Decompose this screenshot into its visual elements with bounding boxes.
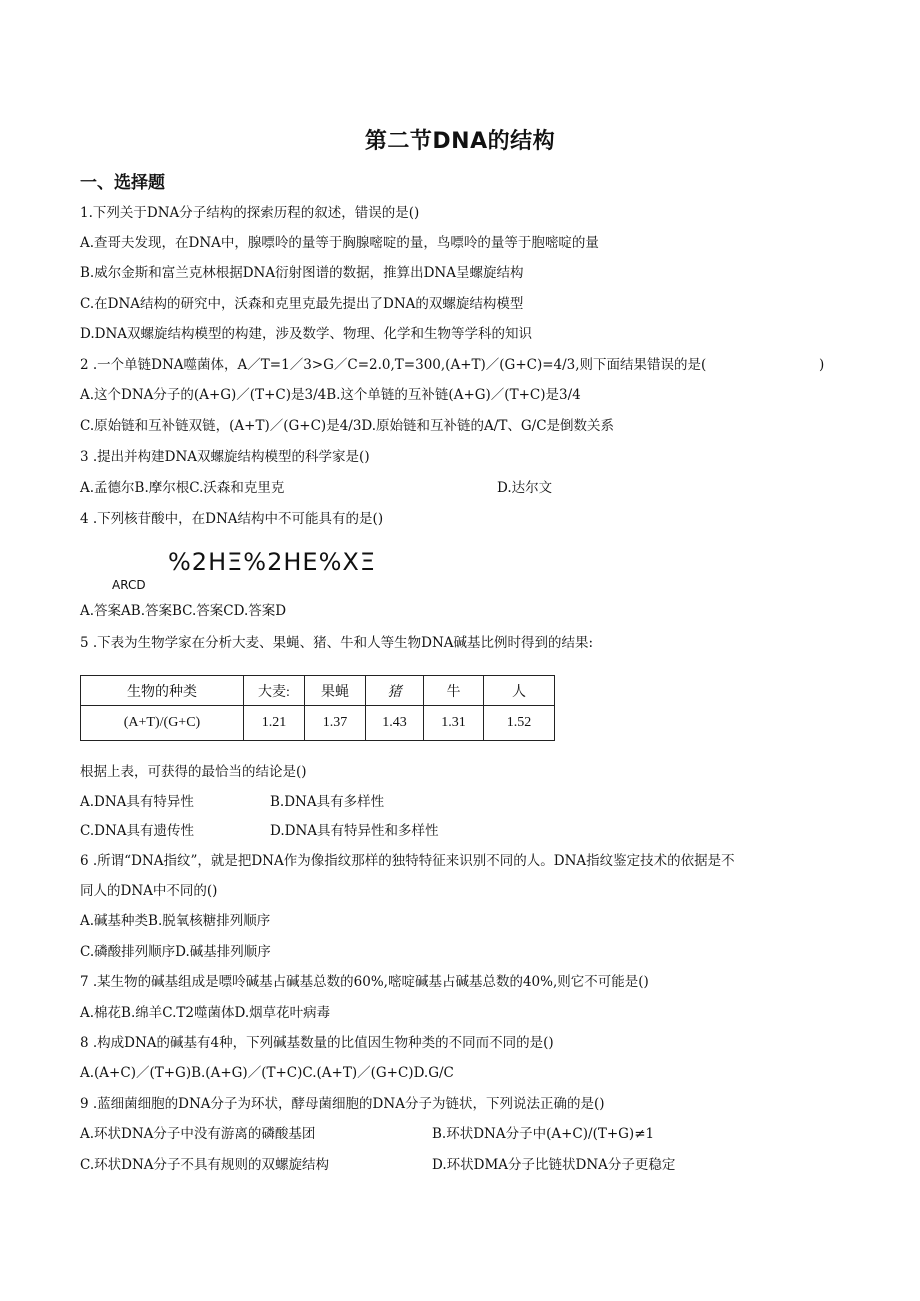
q7-options: A.棉花B.绵羊C.T2噬菌体D.烟草花叶病毒 — [80, 1005, 331, 1021]
q5-option-b: B.DNA具有多样性 — [270, 794, 385, 810]
q3-option-d: D.达尔文 — [497, 480, 553, 496]
table-header-cell: 牛 — [424, 676, 484, 706]
table-row — [81, 706, 555, 741]
q9-stem: 9 .蓝细菌细胞的DNA分子为环状，酵母菌细胞的DNA分子为链状，下列说法正确的是() — [80, 1096, 605, 1112]
table-cell: 1.21 — [244, 706, 305, 741]
q9-option-c: C.环状DNA分子不具有规则的双螺旋结构 — [80, 1157, 330, 1173]
q4-options: A.答案AB.答案BC.答案CD.答案D — [80, 603, 287, 619]
table-header-cell: 果蝇 — [305, 676, 366, 706]
q9-option-b: B.环状DNA分子中(A+C)/(T+G)≠1 — [432, 1126, 655, 1142]
q9-option-d: D.环状DMA分子比链状DNA分子更稳定 — [432, 1157, 676, 1173]
table-header-cell: 大麦: — [244, 676, 305, 706]
q3-options-abc: A.孟德尔B.摩尔根C.沃森和克里克 — [80, 480, 285, 496]
page-title: 第二节DNA的结构 — [364, 129, 556, 154]
q6-stem-line1: 6 .所谓“DNA指纹”，就是把DNA作为像指纹那样的独特特征来识别不同的人。DNA指纹鉴定技术的依据是不 — [80, 853, 735, 869]
q8-stem: 8 .构成DNA的碱基有4种，下列碱基数量的比值因生物种类的不同而不同的是() — [80, 1035, 554, 1051]
q8-options: A.(A+C)／(T+G)B.(A+G)／(T+C)C.(A+T)／(G+C)D.G/C — [80, 1065, 454, 1081]
q5-option-a: A.DNA具有特异性 — [80, 794, 194, 810]
base-ratio-table — [80, 675, 555, 741]
q1-stem: 1.下列关于DNA分子结构的探索历程的叙述，错误的是() — [80, 205, 420, 221]
table-cell: 1.43 — [366, 706, 424, 741]
q4-stem: 4 .下列核苷酸中，在DNA结构中不可能具有的是() — [80, 511, 384, 527]
nucleotide-figure-labels: ARCD — [112, 578, 146, 592]
q6-options-cd: C.磷酸排列顺序D.碱基排列顺序 — [80, 944, 271, 960]
table-cell: 1.31 — [424, 706, 484, 741]
table-header-cell: 人 — [484, 676, 555, 706]
table-cell: (A+T)/(G+C) — [81, 706, 244, 741]
q2-stem-close: ) — [819, 357, 825, 373]
table-cell: 1.37 — [305, 706, 366, 741]
q7-stem: 7 .某生物的碱基组成是嘌呤碱基占碱基总数的60%,嘧啶碱基占碱基总数的40%,则它不可能是() — [80, 974, 649, 990]
q5-conclusion: 根据上表，可获得的最恰当的结论是() — [80, 764, 307, 780]
q5-stem: 5 .下表为生物学家在分析大麦、果蝇、猪、牛和人等生物DNA碱基比例时得到的结果: — [80, 635, 594, 651]
q2-options-ab: A.这个DNA分子的(A+G)／(T+C)是3/4B.这个单链的互补链(A+G)／(T+C)是3/4 — [80, 387, 581, 403]
table-header-cell: 生物的种类 — [81, 676, 244, 706]
q1-option-d: D.DNA双螺旋结构模型的构建，涉及数学、物理、化学和生物等学科的知识 — [80, 326, 533, 342]
q2-stem: 2 .一个单链DNA噬菌体，A／T=1／3>G／C=2.0,T=300,(A+T)／(G+C)=4/3,则下面结果错误的是( — [80, 357, 707, 373]
q3-stem: 3 .提出并构建DNA双螺旋结构模型的科学家是() — [80, 449, 370, 465]
table-cell: 1.52 — [484, 706, 555, 741]
q6-options-ab: A.碱基种类B.脱氧核糖排列顺序 — [80, 913, 271, 929]
section-heading: 一、选择题 — [80, 173, 165, 193]
q1-option-c: C.在DNA结构的研究中，沃森和克里克最先提出了DNA的双螺旋结构模型 — [80, 296, 524, 312]
q5-option-c: C.DNA具有遗传性 — [80, 823, 195, 839]
table-header-row — [81, 676, 555, 706]
q2-options-cd: C.原始链和互补链双链，(A+T)／(G+C)是4/3D.原始链和互补链的A/T、G/C是倒数关系 — [80, 418, 615, 434]
table-header-cell: 猪 — [366, 676, 424, 706]
q9-option-a: A.环状DNA分子中没有游离的磷酸基团 — [80, 1126, 316, 1142]
q5-option-d: D.DNA具有特异性和多样性 — [270, 823, 439, 839]
q1-option-a: A.查哥夫发现，在DNA中，腺嘌呤的量等于胸腺嘧啶的量，鸟嘌呤的量等于胞嘧啶的量 — [80, 235, 599, 251]
nucleotide-structure-figure: %2HΞ%2HE%XΞ — [168, 548, 376, 576]
q6-stem-line2: 同人的DNA中不同的() — [80, 883, 218, 899]
q1-option-b: B.威尔金斯和富兰克林根据DNA衍射图谱的数据，推算出DNA呈螺旋结构 — [80, 265, 524, 281]
